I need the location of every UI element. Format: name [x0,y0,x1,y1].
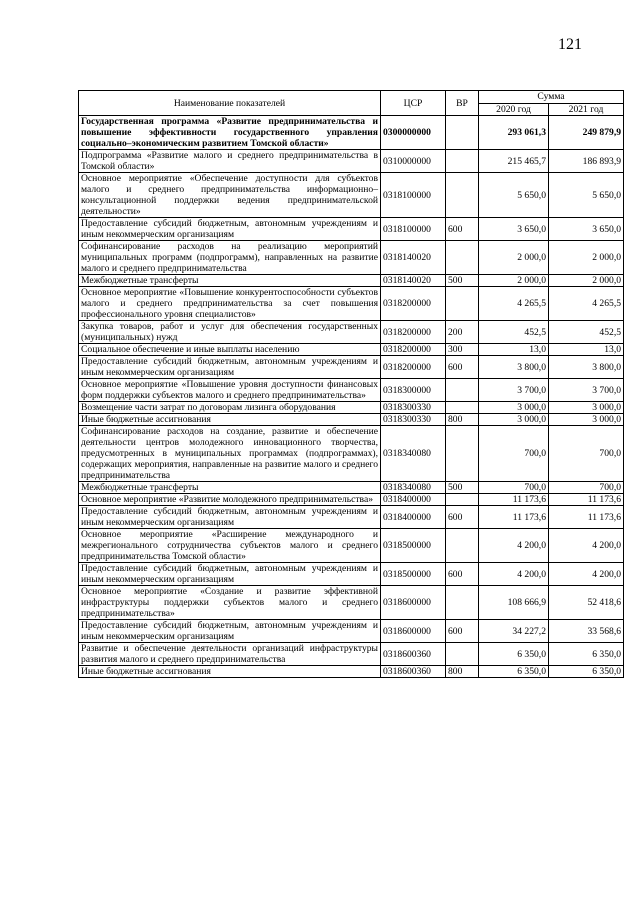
table-row [79,643,624,666]
row-sum-2020: 215 465,7 [479,150,549,173]
row-vr [446,173,479,218]
row-sum-2021: 4 200,0 [549,529,624,563]
row-sum-2021: 4 265,5 [549,287,624,321]
row-sum-2020: 700,0 [479,482,549,494]
row-csr: 0318600360 [381,643,446,666]
row-sum-2020: 2 000,0 [479,275,549,287]
table-row [79,563,624,586]
row-sum-2021: 186 893,9 [549,150,624,173]
row-vr [446,379,479,402]
row-vr [446,402,479,414]
table-row [79,494,624,506]
row-sum-2021: 52 418,6 [549,586,624,620]
row-sum-2021: 700,0 [549,482,624,494]
row-name: Софинансирование расходов на реализацию мероприятий муниципальных программ (подпрограмм), направленных на развитие малого и среднего предпринимательства [79,241,381,275]
row-vr [446,494,479,506]
row-vr: 500 [446,482,479,494]
row-vr: 600 [446,620,479,643]
row-sum-2020: 5 650,0 [479,173,549,218]
table-row [79,506,624,529]
row-vr: 200 [446,321,479,344]
row-sum-2021: 2 000,0 [549,275,624,287]
row-sum-2021: 452,5 [549,321,624,344]
row-sum-2020: 3 000,0 [479,414,549,426]
row-csr: 0318600000 [381,620,446,643]
table-row [79,287,624,321]
row-sum-2020: 2 000,0 [479,241,549,275]
row-sum-2020: 13,0 [479,344,549,356]
row-csr: 0318500000 [381,563,446,586]
row-sum-2021: 5 650,0 [549,173,624,218]
row-sum-2020: 4 265,5 [479,287,549,321]
table-row [79,241,624,275]
row-vr [446,150,479,173]
header-vr: ВР [446,91,479,116]
row-sum-2021: 3 700,0 [549,379,624,402]
row-vr: 300 [446,344,479,356]
header-name: Наименование показателей [79,91,381,116]
row-sum-2020: 452,5 [479,321,549,344]
row-sum-2021: 3 800,0 [549,356,624,379]
table-row [79,116,624,150]
row-csr: 0318100000 [381,173,446,218]
row-sum-2021: 33 568,6 [549,620,624,643]
header-csr: ЦСР [381,91,446,116]
row-name: Основное мероприятие «Обеспечение доступности для субъектов малого и среднего предпринимательства информационно–консультационной поддержки ведения предпринимательской деятельности» [79,173,381,218]
table-row [79,586,624,620]
row-name: Межбюджетные трансферты [79,275,381,287]
row-sum-2020: 700,0 [479,426,549,482]
row-vr [446,426,479,482]
row-sum-2021: 11 173,6 [549,506,624,529]
row-sum-2021: 3 650,0 [549,218,624,241]
row-name: Иные бюджетные ассигнования [79,666,381,678]
row-name: Предоставление субсидий бюджетным, автономным учреждениям и иным некоммерческим организациям [79,563,381,586]
row-csr: 0318300330 [381,414,446,426]
table-row [79,529,624,563]
row-csr: 0318500000 [381,529,446,563]
table-row [79,426,624,482]
row-vr: 600 [446,218,479,241]
row-name: Основное мероприятие «Создание и развитие эффективной инфраструктуры поддержки субъектов малого и среднего предпринимательства» [79,586,381,620]
row-name: Предоставление субсидий бюджетным, автономным учреждениям и иным некоммерческим организациям [79,356,381,379]
row-name: Иные бюджетные ассигнования [79,414,381,426]
row-name: Предоставление субсидий бюджетным, автономным учреждениям и иным некоммерческим организациям [79,218,381,241]
table-row [79,666,624,678]
table-row [79,218,624,241]
row-sum-2020: 34 227,2 [479,620,549,643]
row-csr: 0318400000 [381,506,446,529]
table-body [79,116,624,678]
row-sum-2020: 3 650,0 [479,218,549,241]
row-csr: 0318200000 [381,287,446,321]
table-row [79,482,624,494]
row-sum-2020: 4 200,0 [479,563,549,586]
row-sum-2021: 6 350,0 [549,666,624,678]
row-csr: 0318140020 [381,275,446,287]
row-vr [446,241,479,275]
row-sum-2020: 11 173,6 [479,506,549,529]
row-sum-2021: 4 200,0 [549,563,624,586]
budget-table [78,90,624,678]
table-row [79,173,624,218]
table-row [79,402,624,414]
row-sum-2021: 3 000,0 [549,402,624,414]
row-csr: 0310000000 [381,150,446,173]
row-sum-2020: 3 000,0 [479,402,549,414]
row-sum-2020: 3 800,0 [479,356,549,379]
row-csr: 0318300330 [381,402,446,414]
table-row [79,620,624,643]
header-year-2020: 2020 год [479,103,549,116]
header-year-2021: 2021 год [549,103,624,116]
row-vr [446,643,479,666]
row-name: Основное мероприятие «Повышение конкурентоспособности субъектов малого и среднего предпринимательства за счет повышения профессионального уровня специалистов» [79,287,381,321]
row-csr: 0318600360 [381,666,446,678]
table-row [79,150,624,173]
row-sum-2021: 249 879,9 [549,116,624,150]
row-vr: 800 [446,414,479,426]
row-sum-2020: 6 350,0 [479,643,549,666]
row-vr: 500 [446,275,479,287]
row-sum-2020: 3 700,0 [479,379,549,402]
row-vr [446,287,479,321]
table-row [79,321,624,344]
row-csr: 0318200000 [381,321,446,344]
row-name: Основное мероприятие «Повышение уровня доступности финансовых форм поддержки субъектов малого и среднего предпринимательства» [79,379,381,402]
row-sum-2021: 700,0 [549,426,624,482]
table-row [79,344,624,356]
row-name: Предоставление субсидий бюджетным, автономным учреждениям и иным некоммерческим организациям [79,506,381,529]
table-row [79,379,624,402]
row-vr [446,586,479,620]
row-sum-2021: 6 350,0 [549,643,624,666]
table-row [79,356,624,379]
row-vr [446,529,479,563]
row-name: Софинансирование расходов на создание, развитие и обеспечение деятельности центров молодежного инновационного творчества, предусмотренных в муниципальных программах (подпрограммах), содержащих мероприятия, направленные на развитие малого и среднего предпринимательства [79,426,381,482]
row-name: Предоставление субсидий бюджетным, автономным учреждениям и иным некоммерческим организациям [79,620,381,643]
row-name: Закупка товаров, работ и услуг для обеспечения государственных (муниципальных) нужд [79,321,381,344]
row-csr: 0318300000 [381,379,446,402]
table-row [79,275,624,287]
row-csr: 0318100000 [381,218,446,241]
row-sum-2020: 293 061,3 [479,116,549,150]
row-sum-2021: 3 000,0 [549,414,624,426]
row-csr: 0318140020 [381,241,446,275]
row-sum-2020: 6 350,0 [479,666,549,678]
row-csr: 0318340080 [381,482,446,494]
row-name: Социальное обеспечение и иные выплаты населению [79,344,381,356]
row-csr: 0318200000 [381,356,446,379]
row-name: Развитие и обеспечение деятельности организаций инфраструктуры развития малого и среднего предпринимательства [79,643,381,666]
row-name: Подпрограмма «Развитие малого и среднего предпринимательства в Томской области» [79,150,381,173]
row-sum-2021: 11 173,6 [549,494,624,506]
row-sum-2020: 4 200,0 [479,529,549,563]
row-sum-2020: 11 173,6 [479,494,549,506]
page-number: 121 [558,36,582,53]
row-vr: 600 [446,563,479,586]
row-csr: 0318600000 [381,586,446,620]
row-vr: 600 [446,506,479,529]
row-sum-2021: 2 000,0 [549,241,624,275]
table-row [79,414,624,426]
row-csr: 0318340080 [381,426,446,482]
row-vr [446,116,479,150]
row-csr: 0300000000 [381,116,446,150]
row-csr: 0318200000 [381,344,446,356]
row-name: Основное мероприятие «Расширение международного и межрегионального сотрудничества субъектов малого и среднего предпринимательства Томской области» [79,529,381,563]
row-name: Межбюджетные трансферты [79,482,381,494]
row-vr: 600 [446,356,479,379]
row-name: Основное мероприятие «Развитие молодежного предпринимательства» [79,494,381,506]
row-vr: 800 [446,666,479,678]
row-name: Возмещение части затрат по договорам лизинга оборудования [79,402,381,414]
row-sum-2021: 13,0 [549,344,624,356]
header-sum: Сумма [479,91,624,104]
row-sum-2020: 108 666,9 [479,586,549,620]
row-csr: 0318400000 [381,494,446,506]
row-name: Государственная программа «Развитие предпринимательства и повышение эффективности государственного управления социально–экономическим развитием Томской области» [79,116,381,150]
